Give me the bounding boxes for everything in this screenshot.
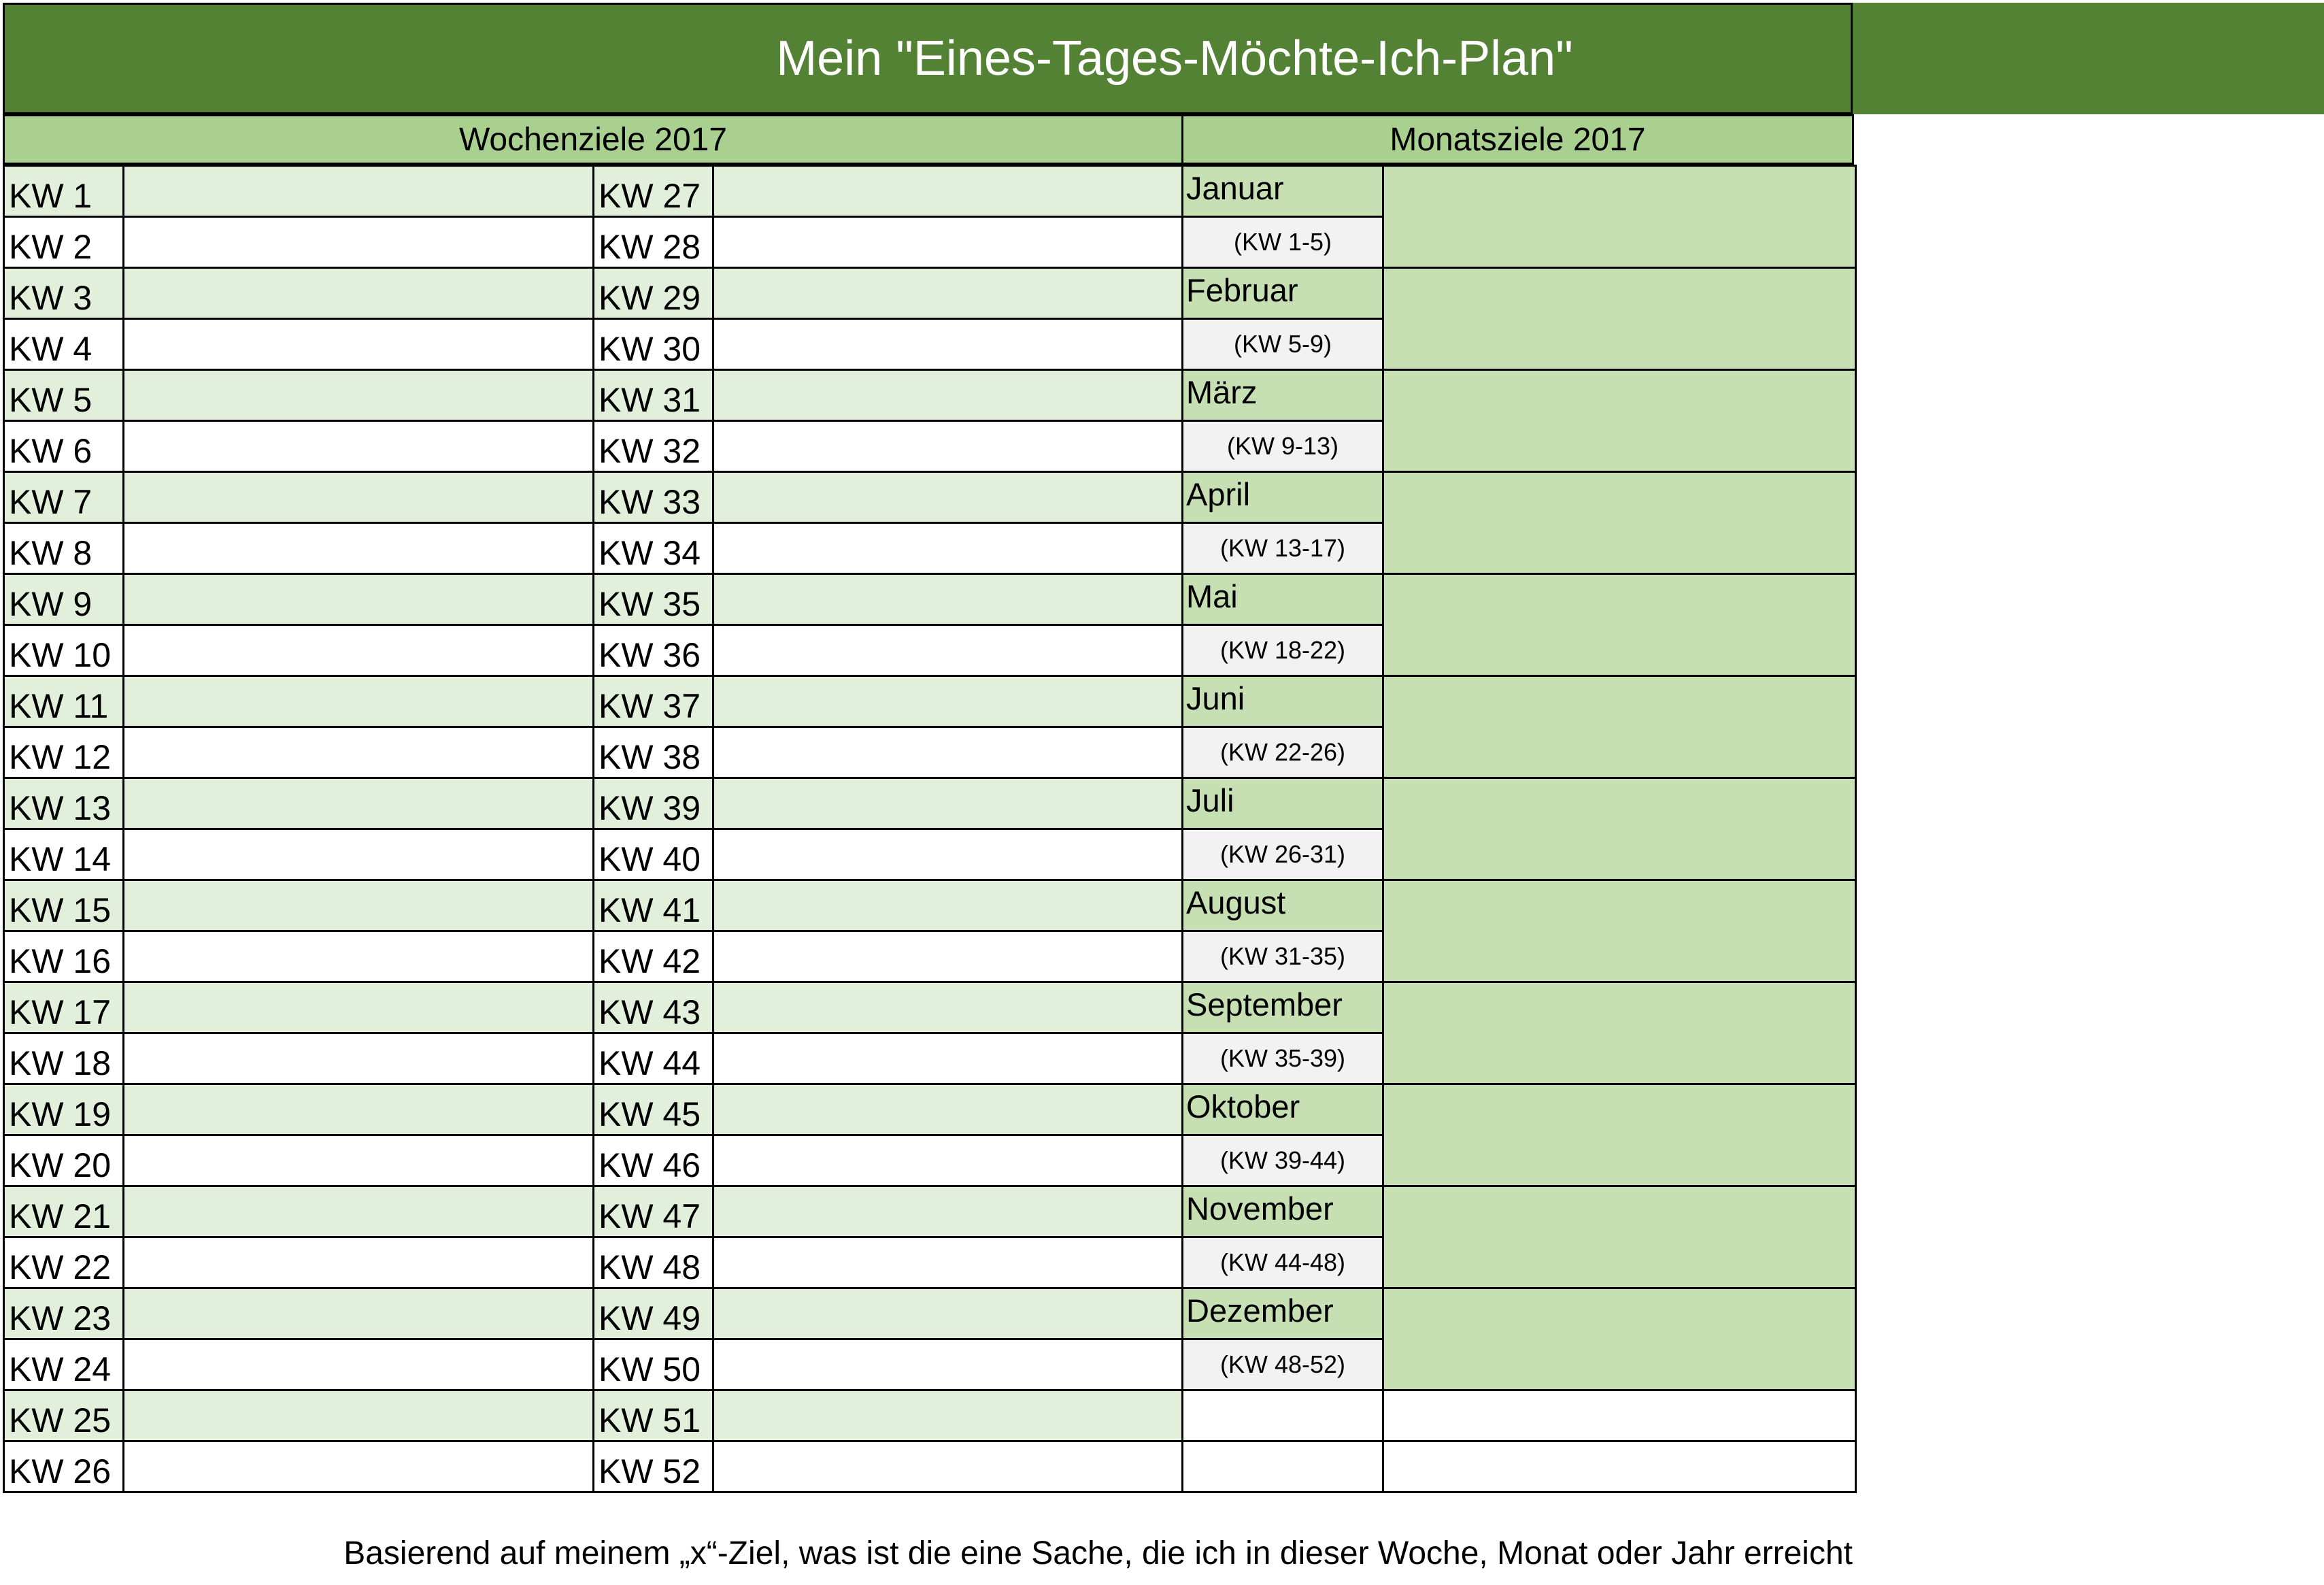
week-label: KW 8 bbox=[3, 522, 124, 575]
month-goal-input[interactable] bbox=[1382, 369, 1857, 473]
week-goal-input[interactable] bbox=[122, 1287, 594, 1340]
week-label: KW 51 bbox=[592, 1389, 714, 1442]
month-goal-input[interactable] bbox=[1382, 1083, 1857, 1187]
week-goal-input[interactable] bbox=[122, 1032, 594, 1085]
month-week-range: (KW 9-13) bbox=[1181, 420, 1384, 473]
week-label: KW 41 bbox=[592, 879, 714, 932]
week-goal-input[interactable] bbox=[712, 1236, 1183, 1289]
week-label: KW 25 bbox=[3, 1389, 124, 1442]
week-goal-input[interactable] bbox=[712, 675, 1183, 728]
week-goal-input[interactable] bbox=[122, 522, 594, 575]
empty-cell bbox=[1181, 1389, 1384, 1442]
month-goal-input[interactable] bbox=[1382, 573, 1857, 677]
week-label: KW 21 bbox=[3, 1185, 124, 1238]
week-label: KW 49 bbox=[592, 1287, 714, 1340]
month-week-range: (KW 13-17) bbox=[1181, 522, 1384, 575]
week-goal-input[interactable] bbox=[122, 369, 594, 422]
week-label: KW 18 bbox=[3, 1032, 124, 1085]
month-name: August bbox=[1181, 879, 1384, 932]
week-label: KW 22 bbox=[3, 1236, 124, 1289]
week-goal-input[interactable] bbox=[122, 1440, 594, 1493]
week-label: KW 13 bbox=[3, 777, 124, 830]
week-goal-input[interactable] bbox=[712, 369, 1183, 422]
week-goal-input[interactable] bbox=[122, 318, 594, 371]
week-goal-input[interactable] bbox=[712, 1338, 1183, 1391]
week-goal-input[interactable] bbox=[712, 1440, 1183, 1493]
week-goal-input[interactable] bbox=[712, 216, 1183, 269]
monthly-goals-header: Monatsziele 2017 bbox=[1181, 114, 1854, 165]
month-week-range: (KW 31-35) bbox=[1181, 930, 1384, 983]
week-goal-input[interactable] bbox=[712, 930, 1183, 983]
week-label: KW 14 bbox=[3, 828, 124, 881]
week-label: KW 38 bbox=[592, 726, 714, 779]
week-label: KW 9 bbox=[3, 573, 124, 626]
month-goal-input[interactable] bbox=[1382, 165, 1857, 269]
week-goal-input[interactable] bbox=[712, 981, 1183, 1034]
empty-cell bbox=[1382, 1389, 1857, 1442]
month-week-range: (KW 48-52) bbox=[1181, 1338, 1384, 1391]
week-goal-input[interactable] bbox=[712, 573, 1183, 626]
month-goal-input[interactable] bbox=[1382, 879, 1857, 983]
month-week-range: (KW 26-31) bbox=[1181, 828, 1384, 881]
month-goal-input[interactable] bbox=[1382, 675, 1857, 779]
week-goal-input[interactable] bbox=[712, 777, 1183, 830]
week-goal-input[interactable] bbox=[712, 1083, 1183, 1136]
week-label: KW 1 bbox=[3, 165, 124, 218]
week-label: KW 4 bbox=[3, 318, 124, 371]
month-name: Mai bbox=[1181, 573, 1384, 626]
week-label: KW 29 bbox=[592, 267, 714, 320]
week-label: KW 40 bbox=[592, 828, 714, 881]
month-week-range: (KW 39-44) bbox=[1181, 1134, 1384, 1187]
week-goal-input[interactable] bbox=[122, 267, 594, 320]
week-label: KW 48 bbox=[592, 1236, 714, 1289]
week-label: KW 16 bbox=[3, 930, 124, 983]
week-goal-input[interactable] bbox=[122, 420, 594, 473]
week-goal-input[interactable] bbox=[122, 624, 594, 677]
week-label: KW 44 bbox=[592, 1032, 714, 1085]
month-name: Februar bbox=[1181, 267, 1384, 320]
week-goal-input[interactable] bbox=[122, 675, 594, 728]
week-goal-input[interactable] bbox=[712, 879, 1183, 932]
week-goal-input[interactable] bbox=[122, 1134, 594, 1187]
week-label: KW 39 bbox=[592, 777, 714, 830]
week-label: KW 47 bbox=[592, 1185, 714, 1238]
week-label: KW 17 bbox=[3, 981, 124, 1034]
week-label: KW 19 bbox=[3, 1083, 124, 1136]
week-goal-input[interactable] bbox=[122, 981, 594, 1034]
week-label: KW 46 bbox=[592, 1134, 714, 1187]
week-goal-input[interactable] bbox=[712, 522, 1183, 575]
week-label: KW 7 bbox=[3, 471, 124, 524]
week-label: KW 20 bbox=[3, 1134, 124, 1187]
week-label: KW 35 bbox=[592, 573, 714, 626]
week-label: KW 12 bbox=[3, 726, 124, 779]
month-name: Juli bbox=[1181, 777, 1384, 830]
weekly-goals-header: Wochenziele 2017 bbox=[3, 114, 1183, 165]
week-goal-input[interactable] bbox=[122, 471, 594, 524]
week-label: KW 6 bbox=[3, 420, 124, 473]
week-label: KW 52 bbox=[592, 1440, 714, 1493]
month-week-range: (KW 5-9) bbox=[1181, 318, 1384, 371]
week-goal-input[interactable] bbox=[122, 879, 594, 932]
week-goal-input[interactable] bbox=[712, 726, 1183, 779]
week-goal-input[interactable] bbox=[712, 318, 1183, 371]
week-label: KW 10 bbox=[3, 624, 124, 677]
month-goal-input[interactable] bbox=[1382, 981, 1857, 1085]
month-name: November bbox=[1181, 1185, 1384, 1238]
week-label: KW 28 bbox=[592, 216, 714, 269]
week-label: KW 27 bbox=[592, 165, 714, 218]
week-label: KW 33 bbox=[592, 471, 714, 524]
week-goal-input[interactable] bbox=[712, 1389, 1183, 1442]
week-goal-input[interactable] bbox=[712, 1032, 1183, 1085]
week-goal-input[interactable] bbox=[122, 930, 594, 983]
week-goal-input[interactable] bbox=[712, 267, 1183, 320]
week-goal-input[interactable] bbox=[122, 1083, 594, 1136]
week-goal-input[interactable] bbox=[712, 624, 1183, 677]
week-label: KW 11 bbox=[3, 675, 124, 728]
week-label: KW 24 bbox=[3, 1338, 124, 1391]
week-goal-input[interactable] bbox=[712, 1185, 1183, 1238]
week-label: KW 36 bbox=[592, 624, 714, 677]
week-goal-input[interactable] bbox=[122, 726, 594, 779]
week-label: KW 3 bbox=[3, 267, 124, 320]
week-label: KW 34 bbox=[592, 522, 714, 575]
week-label: KW 32 bbox=[592, 420, 714, 473]
week-goal-input[interactable] bbox=[712, 471, 1183, 524]
week-goal-input[interactable] bbox=[712, 420, 1183, 473]
month-week-range: (KW 44-48) bbox=[1181, 1236, 1384, 1289]
month-goal-input[interactable] bbox=[1382, 267, 1857, 371]
week-goal-input[interactable] bbox=[122, 1185, 594, 1238]
month-name: Dezember bbox=[1181, 1287, 1384, 1340]
week-goal-input[interactable] bbox=[122, 828, 594, 881]
month-name: Juni bbox=[1181, 675, 1384, 728]
week-label: KW 42 bbox=[592, 930, 714, 983]
month-goal-input[interactable] bbox=[1382, 1287, 1857, 1391]
week-goal-input[interactable] bbox=[122, 216, 594, 269]
month-goal-input[interactable] bbox=[1382, 1185, 1857, 1289]
footer-note: Basierend auf meinem „x“-Ziel, was ist die eine Sache, die ich in dieser Woche, Monat oder Jahr erreicht bbox=[343, 1535, 1853, 1571]
page-title: Mein "Eines-Tages-Möchte-Ich-Plan" bbox=[776, 31, 1573, 86]
week-goal-input[interactable] bbox=[712, 1287, 1183, 1340]
week-goal-input[interactable] bbox=[122, 165, 594, 218]
week-label: KW 30 bbox=[592, 318, 714, 371]
week-label: KW 23 bbox=[3, 1287, 124, 1340]
week-label: KW 37 bbox=[592, 675, 714, 728]
week-goal-input[interactable] bbox=[122, 1338, 594, 1391]
empty-cell bbox=[1382, 1440, 1857, 1493]
month-week-range: (KW 18-22) bbox=[1181, 624, 1384, 677]
empty-cell bbox=[1181, 1440, 1384, 1493]
month-name: Januar bbox=[1181, 165, 1384, 218]
month-name: April bbox=[1181, 471, 1384, 524]
week-label: KW 2 bbox=[3, 216, 124, 269]
month-name: Oktober bbox=[1181, 1083, 1384, 1136]
month-name: September bbox=[1181, 981, 1384, 1034]
month-week-range: (KW 35-39) bbox=[1181, 1032, 1384, 1085]
week-goal-input[interactable] bbox=[122, 777, 594, 830]
week-goal-input[interactable] bbox=[712, 165, 1183, 218]
week-label: KW 31 bbox=[592, 369, 714, 422]
week-label: KW 45 bbox=[592, 1083, 714, 1136]
week-label: KW 15 bbox=[3, 879, 124, 932]
week-goal-input[interactable] bbox=[122, 1236, 594, 1289]
month-week-range: (KW 1-5) bbox=[1181, 216, 1384, 269]
month-goal-input[interactable] bbox=[1382, 471, 1857, 575]
month-goal-input[interactable] bbox=[1382, 777, 1857, 881]
week-label: KW 43 bbox=[592, 981, 714, 1034]
month-name: März bbox=[1181, 369, 1384, 422]
week-label: KW 50 bbox=[592, 1338, 714, 1391]
month-week-range: (KW 22-26) bbox=[1181, 726, 1384, 779]
week-goal-input[interactable] bbox=[122, 573, 594, 626]
week-goal-input[interactable] bbox=[122, 1389, 594, 1442]
week-label: KW 26 bbox=[3, 1440, 124, 1493]
week-goal-input[interactable] bbox=[712, 828, 1183, 881]
week-goal-input[interactable] bbox=[712, 1134, 1183, 1187]
week-label: KW 5 bbox=[3, 369, 124, 422]
